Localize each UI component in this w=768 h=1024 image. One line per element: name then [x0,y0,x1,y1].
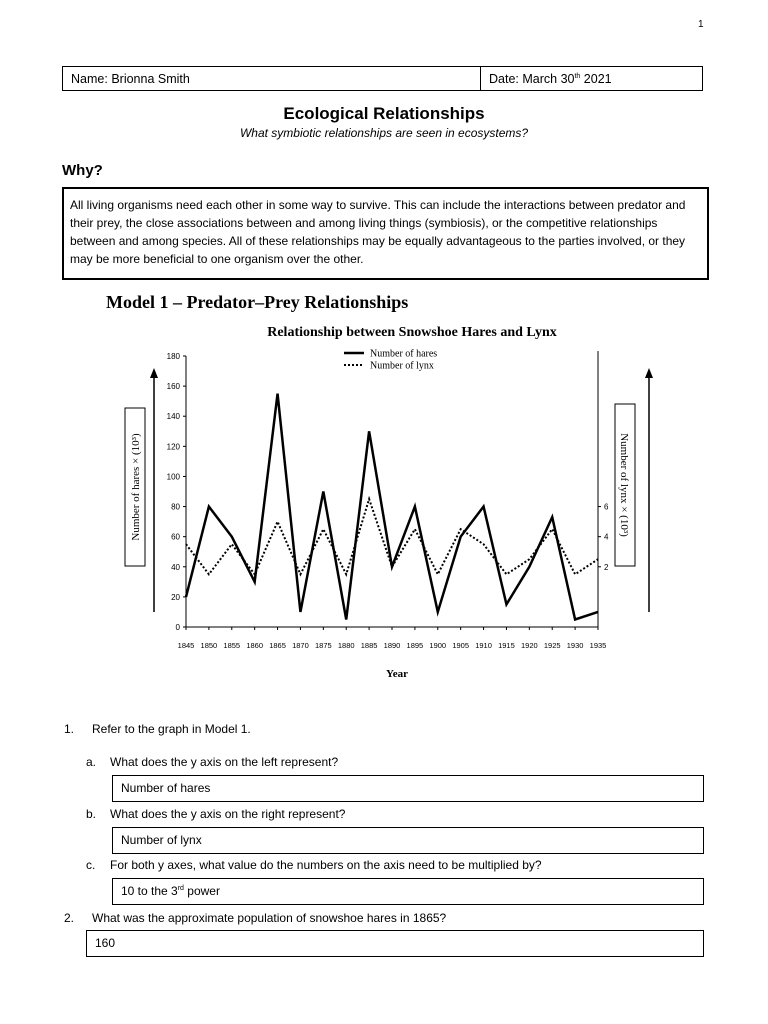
question-2 [64,911,447,925]
answer-1b[interactable]: Number of lynx [112,827,704,854]
legend-label: Number of hares [370,348,438,360]
y-tick-label-left: 100 [166,472,180,482]
question-1c [86,858,542,872]
answer-1c-prefix: 10 to the 3 [121,884,178,898]
y-tick-label-left: 160 [166,382,180,392]
x-tick-label: 1870 [292,641,309,650]
x-tick-label: 1910 [475,641,492,650]
left-arrow-head [150,368,158,378]
question-1c-num: c. [86,858,96,872]
y-tick-label-right: 2 [604,562,609,572]
series-line-hares [186,394,598,620]
x-tick-label: 1905 [452,641,470,650]
date-cell [481,67,702,90]
question-2-num: 2. [64,911,75,925]
x-tick-label: 1855 [223,641,241,650]
x-tick-label: 1865 [269,641,286,650]
chart-svg [118,320,658,685]
question-1b [86,807,346,821]
chart [118,320,658,685]
x-tick-label: 1860 [246,641,264,650]
answer-1a[interactable]: Number of hares [112,775,704,802]
x-tick-label: 1920 [520,641,538,650]
name-value: Brionna Smith [111,72,190,86]
legend-label: Number of lynx [370,360,434,372]
x-tick-label: 1895 [406,641,424,650]
question-1c-text: For both y axes, what value do the numbers on the axis need to be multiplied by? [110,858,542,872]
x-tick-label: 1875 [314,641,332,650]
date-label: Date: [489,72,519,86]
question-1 [64,722,251,736]
date-sup: th [574,72,581,80]
question-1-num: 1. [64,722,75,736]
page-subtitle: What symbiotic relationships are seen in ecosystems? [239,126,529,140]
x-tick-label: 1925 [543,641,561,650]
y-tick-label-left: 180 [166,352,180,361]
question-1a-num: a. [86,755,97,769]
x-tick-label: 1890 [383,641,401,650]
date-prefix: March 30 [522,72,575,86]
y-tick-label-left: 120 [166,442,180,452]
x-tick-label: 1915 [498,641,515,650]
question-1b-text: What does the y axis on the right represent? [110,807,346,821]
page-title: Ecological Relationships [283,104,485,123]
question-1a-text: What does the y axis on the left represent? [110,755,339,769]
name-cell [63,67,481,90]
y-tick-label-left: 40 [171,562,180,572]
x-tick-label: 1845 [177,641,195,650]
name-label: Name: [71,72,108,86]
header-table [62,66,703,91]
y-axis-label-right: Number of lynx × (10³) [618,433,630,537]
x-tick-label: 1900 [429,641,447,650]
x-tick-label: 1850 [200,641,218,650]
answer-1c-sup: rd [177,885,184,892]
page-number: 1 [698,19,704,30]
y-tick-label-left: 0 [175,623,180,632]
why-heading: Why? [62,162,103,179]
right-arrow-head [645,368,653,378]
y-tick-label-left: 60 [171,532,180,542]
x-axis-label: Year [386,668,408,680]
y-axis-label-left: Number of hares × (10³) [130,433,142,541]
question-1a [86,755,339,769]
model-title: Model 1 – Predator–Prey Relationships [106,292,409,312]
answer-2[interactable]: 160 [86,930,704,957]
intro-box: All living organisms need each other in some way to survive. This can include the interactions between predator and their prey, the close associations between and among living things (symbiosis), or the competitive relationships between and among species. All of these relationships may be equally advantageous to the parties involved, or they may be more beneficial to one organism over the other. [62,187,709,280]
x-tick-label: 1885 [360,641,378,650]
x-tick-label: 1935 [589,641,607,650]
x-tick-label: 1880 [337,641,355,650]
y-tick-label-left: 80 [171,502,180,512]
y-tick-label-right: 6 [604,502,609,512]
y-tick-label-left: 140 [166,412,180,422]
question-1-text: Refer to the graph in Model 1. [92,722,251,736]
question-2-text: What was the approximate population of snowshoe hares in 1865? [92,911,447,925]
question-1b-num: b. [86,807,97,821]
answer-1c-suffix: power [183,884,220,898]
answer-1c[interactable] [112,878,704,905]
y-tick-label-left: 20 [171,592,180,602]
x-tick-label: 1930 [566,641,584,650]
chart-title: Relationship between Snowshoe Hares and Lynx [267,325,557,340]
date-suffix: 2021 [580,72,612,86]
y-tick-label-right: 4 [604,532,609,542]
